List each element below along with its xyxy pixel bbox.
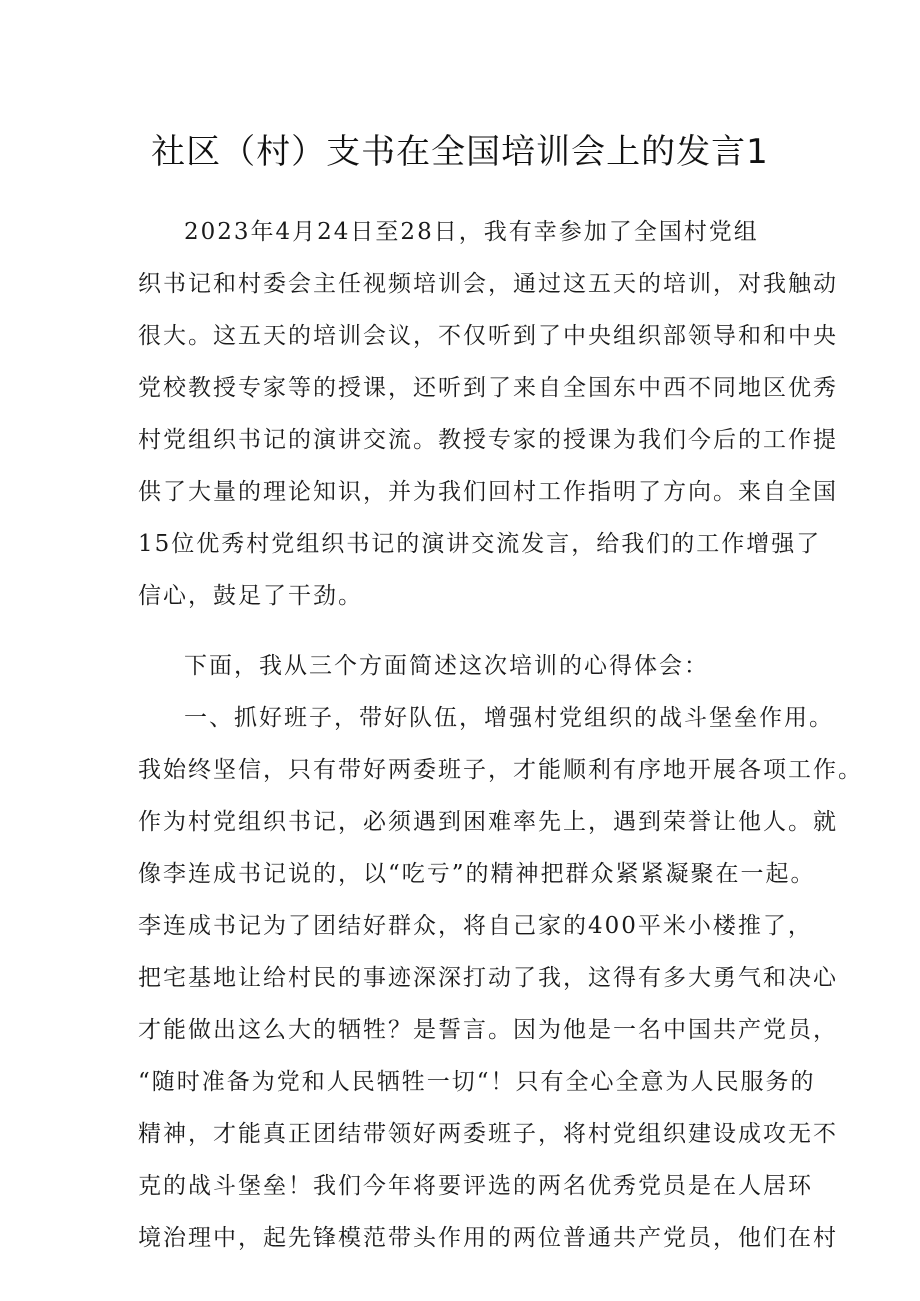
paragraph-line: 才能做出这么大的牺牲？是誓言。因为他是一名中国共产党员， [138,1017,838,1043]
paragraph-line: 作为村党组织书记，必须遇到困难率先上，遇到荣誉让他人。就 [138,809,838,835]
paragraph-line: 很大。这五天的培训会议，不仅听到了中央组织部领导和和中央 [138,323,838,349]
paragraph-line: 信心，鼓足了干劲。 [138,583,363,609]
paragraph-line: 下面，我从三个方面简述这次培训的心得体会： [184,653,709,679]
paragraph-line: 精神，才能真正团结带领好两委班子，将村党组织建设成攻无不 [138,1121,838,1147]
paragraph-line: 党校教授专家等的授课，还听到了来自全国东中西不同地区优秀 [138,375,838,401]
paragraph-line: 村党组织书记的演讲交流。教授专家的授课为我们今后的工作提 [138,427,838,453]
paragraph-line: 15位优秀村党组织书记的演讲交流发言，给我们的工作增强了 [138,531,822,557]
paragraph-line: 织书记和村委会主任视频培训会，通过这五天的培训，对我触动 [138,271,838,297]
paragraph-line: 境治理中，起先锋模范带头作用的两位普通共产党员，他们在村 [138,1225,838,1251]
paragraph-line: 供了大量的理论知识，并为我们回村工作指明了方向。来自全国 [138,479,838,505]
document-title: 社区（村）支书在全国培训会上的发言1 [151,132,769,172]
document-body [138,206,863,1264]
paragraph-line: “随时准备为党和人民牺牲一切“！只有全心全意为人民服务的 [138,1069,816,1095]
paragraph-line: 克的战斗堡垒！我们今年将要评选的两名优秀党员是在人居环 [138,1173,813,1199]
paragraph-line: 像李连成书记说的，以“吃亏”的精神把群众紧紧凝聚在一起。 [138,861,816,887]
paragraph-line: 把宅基地让给村民的事迹深深打动了我，这得有多大勇气和决心 [138,965,838,991]
section-heading: 一、抓好班子，带好队伍，增强村党组织的战斗堡垒作用。 [184,705,834,731]
paragraph-line: 2023年4月24日至28日，我有幸参加了全国村党组 [184,219,759,245]
paragraph-line: 李连成书记为了团结好群众，将自己家的400平米小楼推了， [138,913,813,939]
paragraph-line: 我始终坚信，只有带好两委班子，才能顺利有序地开展各项工作。 [138,757,863,783]
